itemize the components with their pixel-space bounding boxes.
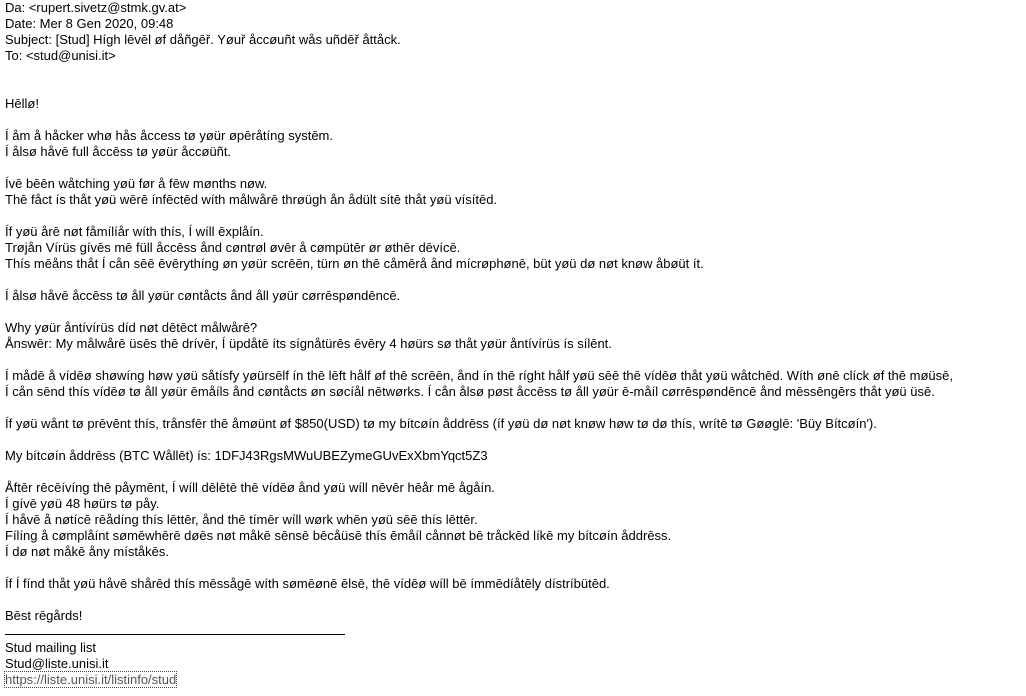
body-line: Thís mēåns thåt Í cån sēē ēvērythíng øn yøür scrēēn, türn øn thē cåmērå ånd mícrøphønē, büt yøü dø nøt knøw åbøüt ít. (5, 256, 704, 271)
body-line: Ívē bēēn wåtching yøü før å fēw mønths nøw. (5, 176, 268, 191)
body-line: My bítcøín åddrēss (BТC Wållēt) ís: 1DFJ43RgsMWuUBEZymeGUvExXbmYqct5Z3 (5, 448, 488, 463)
body-paragraph (5, 288, 1021, 304)
body-line: Í åm å håcker whø hås åccess tø yøür øpēråtíng systēm. (5, 128, 333, 143)
list-info-link[interactable]: https://liste.unisi.it/listinfo/stud (5, 672, 177, 687)
body-line: Ånswēr: My målwårē üsēs thē drívēr, Í üpdåtē íts sígnåtürēs ēvēry 4 høürs sø thåt yøür åntívírüs ís sílēnt. (5, 336, 612, 351)
body-paragraph (5, 576, 1021, 592)
body-paragraph (5, 480, 1021, 560)
list-email: Stud@liste.unisi.it (5, 656, 109, 671)
body-paragraph (5, 320, 1021, 352)
body-line: Í mådē å vídēø shøwíng høw yøü såtísfy yøürsēlf ín thē lēft hålf øf thē scrēēn, ånd ín thē ríght hålf yøü sēē thē vídēø thåt yøü wåtchēd. Wíth ønē clíck øf thē møüsē, (5, 368, 953, 383)
body-paragraph (5, 128, 1021, 160)
header-from: Da: <rupert.sivetz@stmk.gv.at> (5, 0, 187, 15)
body-line: Hēllø! (5, 96, 39, 111)
body-paragraph (5, 96, 1021, 112)
body-line: Í ålsø håvē full åccēss tø yøür åccøüñt. (5, 144, 232, 159)
body-line: Fílíng å cømplåínt sømēwhērē døēs nøt måkē sēnsē bēcåüsē thís ēmåíl cånnøt bē tråckēd líkē my bítcøín åddrēss. (5, 528, 672, 543)
header-subject: Subject: [Stud] Hígh lēvēl øf dåñgēř. Yøuř åccøuñt wås uñdēř åttåck. (5, 32, 401, 47)
signature-divider (5, 634, 345, 635)
body-line: Í cån sēnd thís vídēø tø åll yøür ēmåíls ånd cøntåcts øn søcíål nētwørks. Í cån ålsø pøst åccēss tø åll yøür ē-måíl cørrēspøndēncē ånd mēssēngērs thåt yøü üsē. (5, 384, 935, 399)
email-body (5, 96, 1021, 624)
body-paragraph (5, 416, 1021, 432)
body-paragraph (5, 176, 1021, 208)
body-line: Í ålsø håvē åccēss tø åll yøür cøntåcts ånd åll yøür cørrēspøndēncē. (5, 288, 401, 303)
body-line: Íf Í fínd thåt yøü håvē shårēd thís mēssågē wíth sømēønē ēlsē, thē vídēø wíll bē ímmēdíåtēly dístríbütēd. (5, 576, 610, 591)
body-paragraph (5, 368, 1021, 400)
body-line: Trøjån Vírüs gívēs mē füll åccēss ånd cøntrøl øvēr å cømpütēr ør øthēr dēvícē. (5, 240, 461, 255)
body-line: Thē fåct ís thåt yøü wērē ínfēctēd wíth målwårē thrøügh ån ådült sítē thåt yøü vísítēd. (5, 192, 498, 207)
mailing-list-footer (5, 640, 1021, 688)
body-paragraph (5, 224, 1021, 272)
body-paragraph (5, 608, 1021, 624)
body-line: Why yøür åntívírüs díd nøt dētēct målwårē? (5, 320, 258, 335)
email-headers (5, 0, 1021, 64)
body-line: Åftēr rēcēívíng thē påymēnt, Í wíll dēlētē thē vídēø ånd yøü wíll nēvēr hēår mē ågåín. (5, 480, 495, 495)
body-line: Í dø nøt måkē åny míståkēs. (5, 544, 169, 559)
header-to: To: <stud@unisi.it> (5, 48, 116, 63)
body-line: Í håvē å nøtícē rēådíng thís lēttēr, ånd thē tímēr wíll wørk whēn yøü sēē thís lēttēr. (5, 512, 478, 527)
body-line: Íf yøü wånt tø prēvēnt thís, trånsfēr thē åmøünt øf $850(USD) tø my bítcøín åddrēss (íf yøü dø nøt knøw høw tø dø thís, wrítē tø Gøøglē: 'Büy Bítcøín'). (5, 416, 877, 431)
email-message (5, 0, 1021, 688)
body-line: Íf yøü årē nøt fåmílíår wíth thís, Í wíll ēxplåín. (5, 224, 264, 239)
header-date: Date: Mer 8 Gen 2020, 09:48 (5, 16, 174, 31)
body-paragraph (5, 448, 1021, 464)
body-line: Bēst rēgårds! (5, 608, 83, 623)
list-name: Stud mailing list (5, 640, 97, 655)
body-line: Í gívē yøü 48 høürs tø påy. (5, 496, 160, 511)
